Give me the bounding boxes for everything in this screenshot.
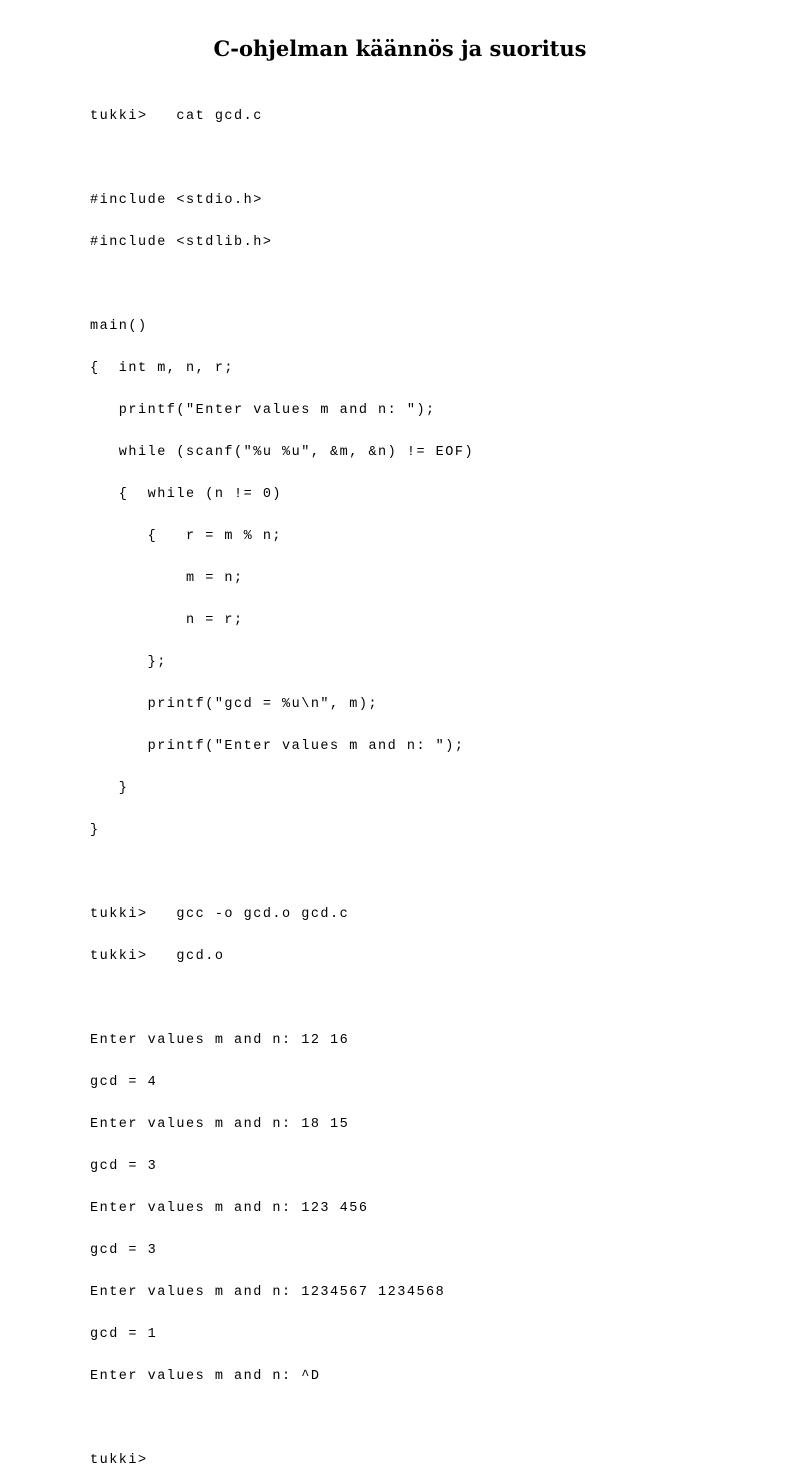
terminal-line: gcd = 3 [90, 1159, 158, 1174]
slide-title: C-ohjelman käännös ja suoritus [213, 36, 587, 61]
terminal-line: tukki> gcc -o gcd.o gcd.c [90, 907, 350, 922]
terminal-line: Enter values m and n: 1234567 1234568 [90, 1285, 446, 1300]
terminal-line: main() [90, 319, 148, 334]
terminal-line: Enter values m and n: 12 16 [90, 1033, 350, 1048]
terminal-line: { int m, n, r; [90, 361, 235, 376]
terminal-line: #include <stdio.h> [90, 193, 263, 208]
terminal-line: }; [90, 655, 167, 670]
terminal-line: gcd = 1 [90, 1327, 158, 1342]
terminal-line: tukki> gcd.o [90, 949, 225, 964]
terminal-line: Enter values m and n: ^D [90, 1369, 321, 1384]
terminal-line: Enter values m and n: 123 456 [90, 1201, 369, 1216]
terminal-line: Enter values m and n: 18 15 [90, 1117, 350, 1132]
terminal-blank-line [90, 278, 474, 292]
terminal-line: printf("gcd = %u\n", m); [90, 697, 379, 712]
terminal-prompt: tukki> [90, 1453, 148, 1468]
terminal-line: { while (n != 0) [90, 487, 283, 502]
terminal-line: gcd = 3 [90, 1243, 158, 1258]
terminal-line: gcd = 4 [90, 1075, 158, 1090]
terminal-output [90, 82, 474, 1482]
terminal-blank-line [90, 1412, 474, 1426]
terminal-blank-line [90, 866, 474, 880]
terminal-line: printf("Enter values m and n: "); [90, 739, 465, 754]
terminal-line: tukki> cat gcd.c [90, 109, 263, 124]
terminal-line: { r = m % n; [90, 529, 283, 544]
terminal-line: while (scanf("%u %u", &m, &n) != EOF) [90, 445, 475, 460]
terminal-blank-line [90, 992, 474, 1006]
terminal-line: #include <stdlib.h> [90, 235, 273, 250]
terminal-line: } [90, 781, 129, 796]
terminal-line: n = r; [90, 613, 244, 628]
terminal-line: } [90, 823, 100, 838]
terminal-line: printf("Enter values m and n: "); [90, 403, 436, 418]
terminal-blank-line [90, 152, 474, 166]
terminal-line: m = n; [90, 571, 244, 586]
